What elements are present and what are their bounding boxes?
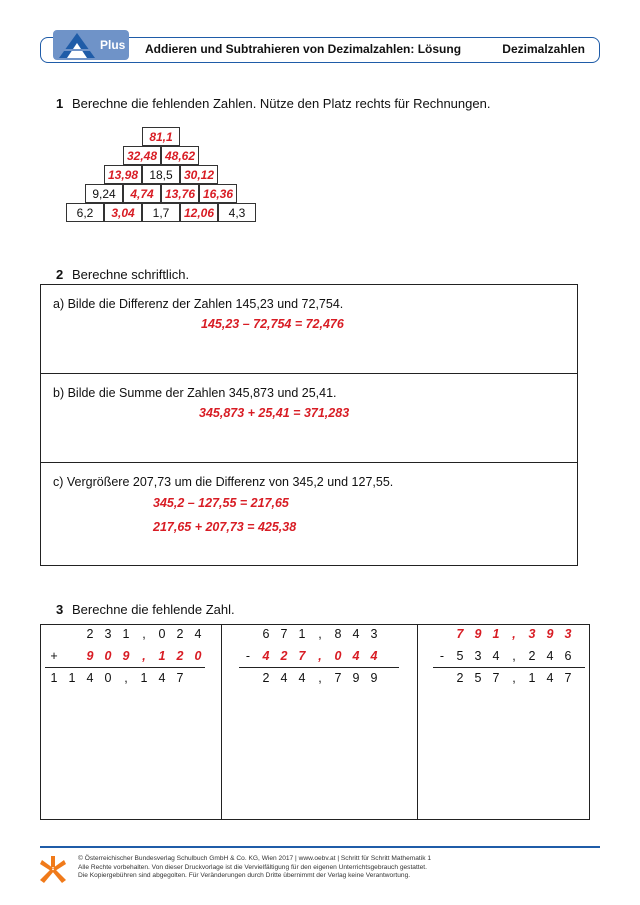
- column-divider: [221, 625, 222, 819]
- sum-line: [239, 667, 399, 668]
- column-divider: [417, 625, 418, 819]
- pyramid-cell: 81,1: [142, 127, 180, 146]
- page-title: Addieren und Subtrahieren von Dezimalzahlen: Lösung: [145, 42, 462, 56]
- page-topic: Dezimalzahlen: [502, 42, 585, 56]
- publisher-logo-icon: [40, 856, 66, 884]
- calc2-row2: - 4 2 7 , 0 4 4: [245, 649, 378, 663]
- task2a-box: [40, 284, 578, 374]
- pyramid-cell: 13,98: [104, 165, 142, 184]
- task1-instruction: Berechne die fehlenden Zahlen. Nütze den Platz rechts für Rechnungen.: [72, 96, 491, 111]
- task2c-text: c) Vergrößere 207,73 um die Differenz von 345,2 und 127,55.: [53, 475, 394, 489]
- page-header: [40, 37, 600, 63]
- footer-line-3: Die Kopiergebühren sind abgegolten. Für Veränderungen durch Dritte übernimmt der Verlag keine Verantwortung.: [78, 872, 411, 880]
- sum-line: [45, 667, 205, 668]
- calc2-result: 2 4 4 , 7 9 9: [262, 671, 378, 685]
- pyramid-cell: 16,36: [199, 184, 237, 203]
- pyramid-cell: 18,5: [142, 165, 180, 184]
- task2b-text: b) Bilde die Summe der Zahlen 345,873 und 25,41.: [53, 386, 337, 400]
- task2a-text: a) Bilde die Differenz der Zahlen 145,23 und 72,754.: [53, 297, 344, 311]
- calc3-result: 2 5 7 , 1 4 7: [456, 671, 572, 685]
- calc1-result: 1 1 4 0 , 1 4 7: [50, 671, 184, 685]
- task2-number: 2: [56, 267, 64, 282]
- logo-text: Plus: [100, 38, 126, 52]
- calc3-row1: 7 9 1 , 3 9 3: [456, 627, 572, 641]
- pyramid-cell: 4,3: [218, 203, 256, 222]
- task2b-box: [40, 373, 578, 463]
- footer-divider: [40, 846, 600, 848]
- calc1-row1: 2 3 1 , 0 2 4: [86, 627, 202, 641]
- task3-instruction: Berechne die fehlende Zahl.: [72, 602, 235, 617]
- pyramid-cell: 1,7: [142, 203, 180, 222]
- footer-line-2: Alle Rechte vorbehalten. Von dieser Druckvorlage ist die Vervielfältigung für den eigenen Unterrichtsgebrauch gestattet.: [78, 863, 427, 871]
- task2c-answer-2: 217,65 + 207,73 = 425,38: [153, 520, 297, 534]
- pyramid-cell: 3,04: [104, 203, 142, 222]
- calc2-row1: 6 7 1 , 8 4 3: [262, 627, 378, 641]
- task2c-box: [40, 462, 578, 566]
- task2b-answer: 345,873 + 25,41 = 371,283: [199, 406, 350, 420]
- pyramid-cell: 30,12: [180, 165, 218, 184]
- task1-number: 1: [56, 96, 64, 111]
- task3-grid: [40, 624, 590, 820]
- task2a-answer: 145,23 – 72,754 = 72,476: [201, 317, 344, 331]
- pyramid-cell: 32,48: [123, 146, 161, 165]
- footer-line-1: © Österreichischer Bundesverlag Schulbuch GmbH & Co. KG, Wien 2017 | www.oebv.at | Schritt für Schritt Mathematik 1: [78, 855, 432, 862]
- task3-number: 3: [56, 602, 64, 617]
- sum-line: [433, 667, 585, 668]
- calc3-row2: - 5 3 4 , 2 4 6: [439, 649, 572, 663]
- pyramid-cell: 12,06: [180, 203, 218, 222]
- pyramid-cell: 48,62: [161, 146, 199, 165]
- calc1-row2: + 9 0 9 , 1 2 0: [50, 649, 202, 663]
- pyramid-cell: 6,2: [66, 203, 104, 222]
- pyramid-cell: 13,76: [161, 184, 199, 203]
- plus-logo-icon: [53, 30, 129, 60]
- pyramid-cell: 4,74: [123, 184, 161, 203]
- footer-text: [78, 855, 598, 881]
- task2c-answer-1: 345,2 – 127,55 = 217,65: [153, 496, 289, 510]
- pyramid-cell: 9,24: [85, 184, 123, 203]
- task2-instruction: Berechne schriftlich.: [72, 267, 190, 282]
